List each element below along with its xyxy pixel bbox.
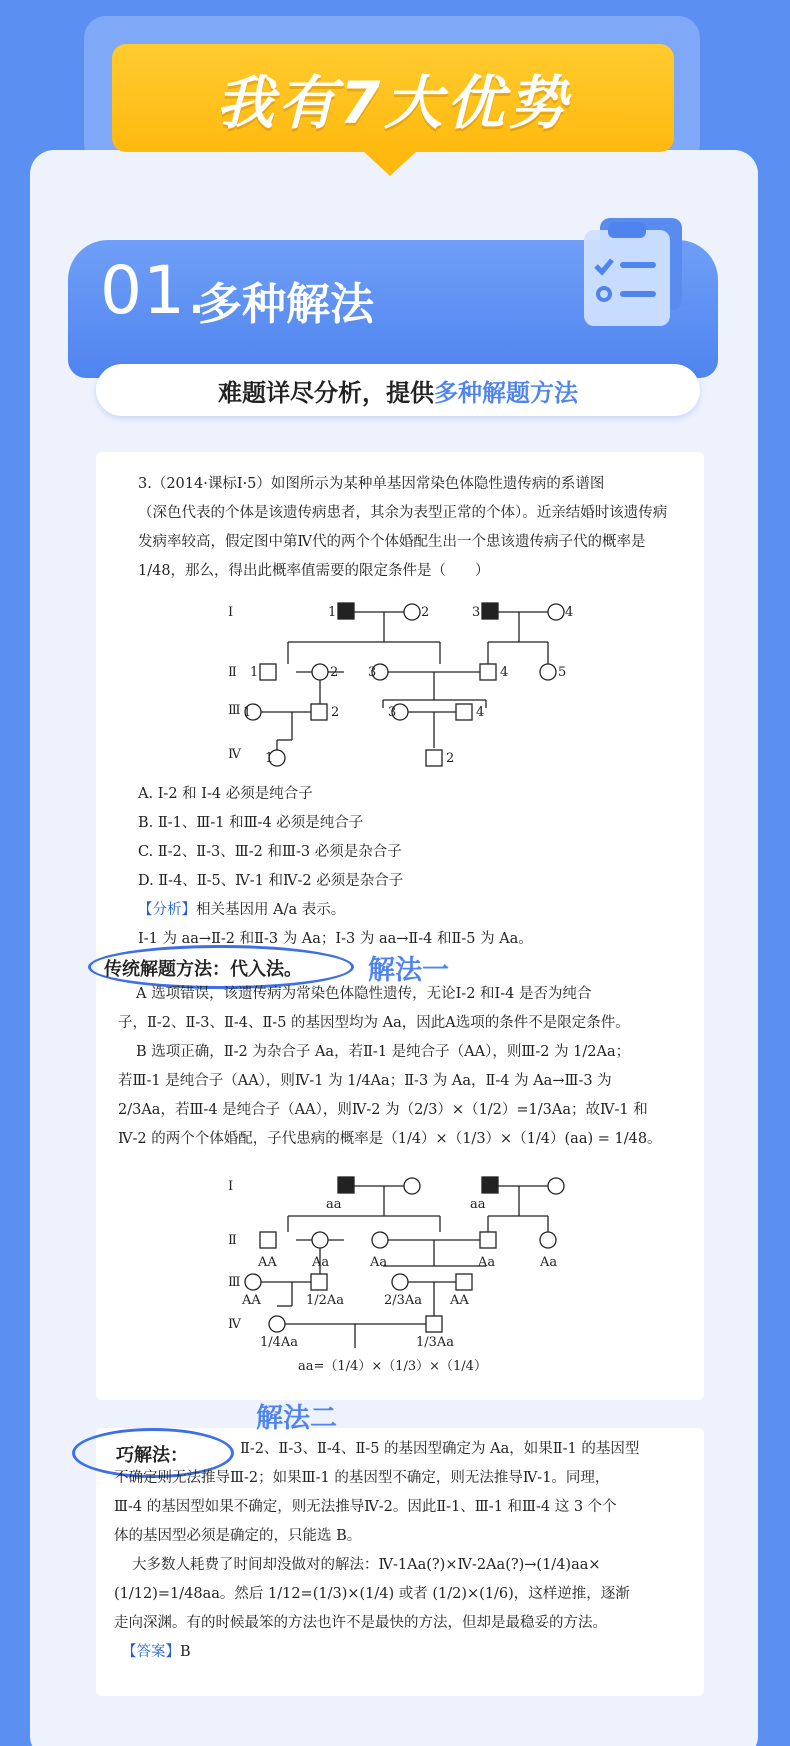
svg-text:2: 2 bbox=[330, 665, 339, 680]
svg-text:1/4Aa: 1/4Aa bbox=[260, 1335, 299, 1350]
svg-text:1/3Aa: 1/3Aa bbox=[416, 1335, 455, 1350]
svg-text:AA: AA bbox=[242, 1293, 261, 1308]
svg-text:AA: AA bbox=[258, 1255, 277, 1270]
section-subtitle: 难题详尽分析，提供 多种解题方法 bbox=[96, 364, 700, 416]
banner-pointer bbox=[362, 150, 418, 176]
pedigree-chart bbox=[220, 592, 600, 772]
question-stem: 3.（2014·课标Ⅰ·5）如图所示为某种单基因常染色体隐性遗传病的系谱图 （深色代表的个体是该遗传病患者，其余为表型正常的个体）。近亲结婚时该遗传病 发病率较高，假定图中第Ⅳ代的两个个体婚配生出一个患该遗传病子代的概率是 1/48，那么，得出此概率值需要的限定条件是（ ） bbox=[138, 476, 668, 579]
svg-text:Aa: Aa bbox=[478, 1255, 496, 1270]
svg-text:1: 1 bbox=[250, 665, 259, 680]
banner bbox=[112, 44, 674, 152]
gen-label-1: Ⅰ bbox=[228, 605, 234, 620]
svg-text:Aa: Aa bbox=[540, 1255, 558, 1270]
svg-text:1: 1 bbox=[243, 705, 252, 720]
banner-title: 我有7大优势 bbox=[215, 69, 571, 137]
svg-text:1: 1 bbox=[328, 605, 337, 620]
svg-text:Ⅲ: Ⅲ bbox=[228, 1275, 241, 1290]
method1-label: 解法一 bbox=[368, 955, 449, 986]
svg-text:4: 4 bbox=[500, 665, 509, 680]
svg-text:2/3Aa: 2/3Aa bbox=[384, 1293, 423, 1308]
svg-text:3: 3 bbox=[388, 705, 397, 720]
method2-text: Ⅱ-2、Ⅱ-3、Ⅱ-4、Ⅱ-5 的基因型确定为 Aa，如果Ⅱ-1 的基因型 不确定则无法推导Ⅲ-2；如果Ⅲ-1 的基因型不确定，则无法推导Ⅳ-1。同理， Ⅲ-4 的基因型如果不确定，则无法推导Ⅳ-2。因此Ⅱ-1、Ⅲ-1 和Ⅲ-4 这 3 个个 体的基因型必须是确定的，只能选 B。 大多数人耗费了时间却没做对的解法：Ⅳ-1Aa(?)×Ⅳ-2Aa(?)→(1/4)aa× (1/12)=1/48aa。然后 1/12=(1/3)×(1/4) 或者 (1/2)×(1/6)，这样逆推，逐渐 走向深渊。有的时候最笨的方法也许不是最快的方法，但却是最稳妥的方法。 【答案】B bbox=[114, 1441, 640, 1660]
svg-text:1/2Aa: 1/2Aa bbox=[306, 1293, 345, 1308]
probability-formula: aa=（1/4）×（1/3）×（1/4） bbox=[298, 1359, 487, 1374]
method2-label: 解法二 bbox=[256, 1403, 337, 1434]
section-title: 多种解法 bbox=[198, 279, 374, 330]
gen-label-2: Ⅱ bbox=[228, 665, 237, 680]
svg-text:1: 1 bbox=[265, 751, 274, 766]
svg-text:aa: aa bbox=[326, 1197, 342, 1212]
svg-text:2: 2 bbox=[331, 705, 340, 720]
method1-text: A 选项错误，该遗传病为常染色体隐性遗传，无论Ⅰ-2 和Ⅰ-4 是否为纯合 子，Ⅱ-2、Ⅱ-3、Ⅱ-4、Ⅱ-5 的基因型均为 Aa，因此A选项的条件不是限定条件。 B 选项正确，Ⅱ-2 为杂合子 Aa，若Ⅱ-1 是纯合子（AA），则Ⅲ-2 为 1/2Aa； 若Ⅲ-1 是纯合子（AA），则Ⅳ-1 为 1/4Aa；Ⅱ-3 为 Aa，Ⅱ-4 为 Aa→Ⅲ-3 为 2/3Aa，若Ⅲ-4 是纯合子（AA），则Ⅳ-2 为（2/3）×（1/2）=1/3Aa；故Ⅳ-1 和 Ⅳ-2 的两个个体婚配，子代患病的概率是（1/4）×（1/3）×（1/4）(aa) = 1/48。 bbox=[118, 986, 662, 1147]
gen-label-3: Ⅲ bbox=[228, 703, 241, 718]
svg-text:2: 2 bbox=[446, 751, 455, 766]
svg-text:AA: AA bbox=[450, 1293, 469, 1308]
svg-text:Aa: Aa bbox=[370, 1255, 388, 1270]
section-number: 01. bbox=[100, 252, 208, 329]
svg-text:Ⅳ: Ⅳ bbox=[228, 1317, 241, 1332]
svg-text:4: 4 bbox=[476, 705, 485, 720]
answer-options: A. Ⅰ-2 和 Ⅰ-4 必须是纯合子 B. Ⅱ-1、Ⅲ-1 和Ⅲ-4 必须是纯合子 C. Ⅱ-2、Ⅱ-3、Ⅲ-2 和Ⅲ-3 必须是杂合子 D. Ⅱ-4、Ⅱ-5、Ⅳ-1 和Ⅳ-2 必须是杂合子 【分析】相关基因用 A/a 表示。 Ⅰ-1 为 aa→Ⅱ-2 和Ⅱ-3 为 Aa；Ⅰ-3 为 aa→Ⅱ-4 和Ⅱ-5 为 Aa。 bbox=[138, 786, 533, 947]
svg-text:3: 3 bbox=[472, 605, 481, 620]
svg-text:5: 5 bbox=[558, 665, 567, 680]
svg-text:aa: aa bbox=[470, 1197, 486, 1212]
svg-text:Ⅱ: Ⅱ bbox=[228, 1233, 237, 1248]
method2-handwritten: 巧解法： bbox=[116, 1445, 188, 1466]
svg-text:3: 3 bbox=[368, 665, 377, 680]
svg-text:Ⅰ: Ⅰ bbox=[228, 1179, 234, 1194]
svg-text:Aa: Aa bbox=[312, 1255, 330, 1270]
svg-text:4: 4 bbox=[565, 605, 574, 620]
clipboard-icon bbox=[560, 212, 690, 332]
pedigree-chart-genotypes bbox=[220, 1166, 600, 1378]
gen-label-4: Ⅳ bbox=[228, 747, 241, 762]
method1-handwritten: 传统解题方法：代入法。 bbox=[104, 959, 302, 980]
svg-text:2: 2 bbox=[421, 605, 430, 620]
